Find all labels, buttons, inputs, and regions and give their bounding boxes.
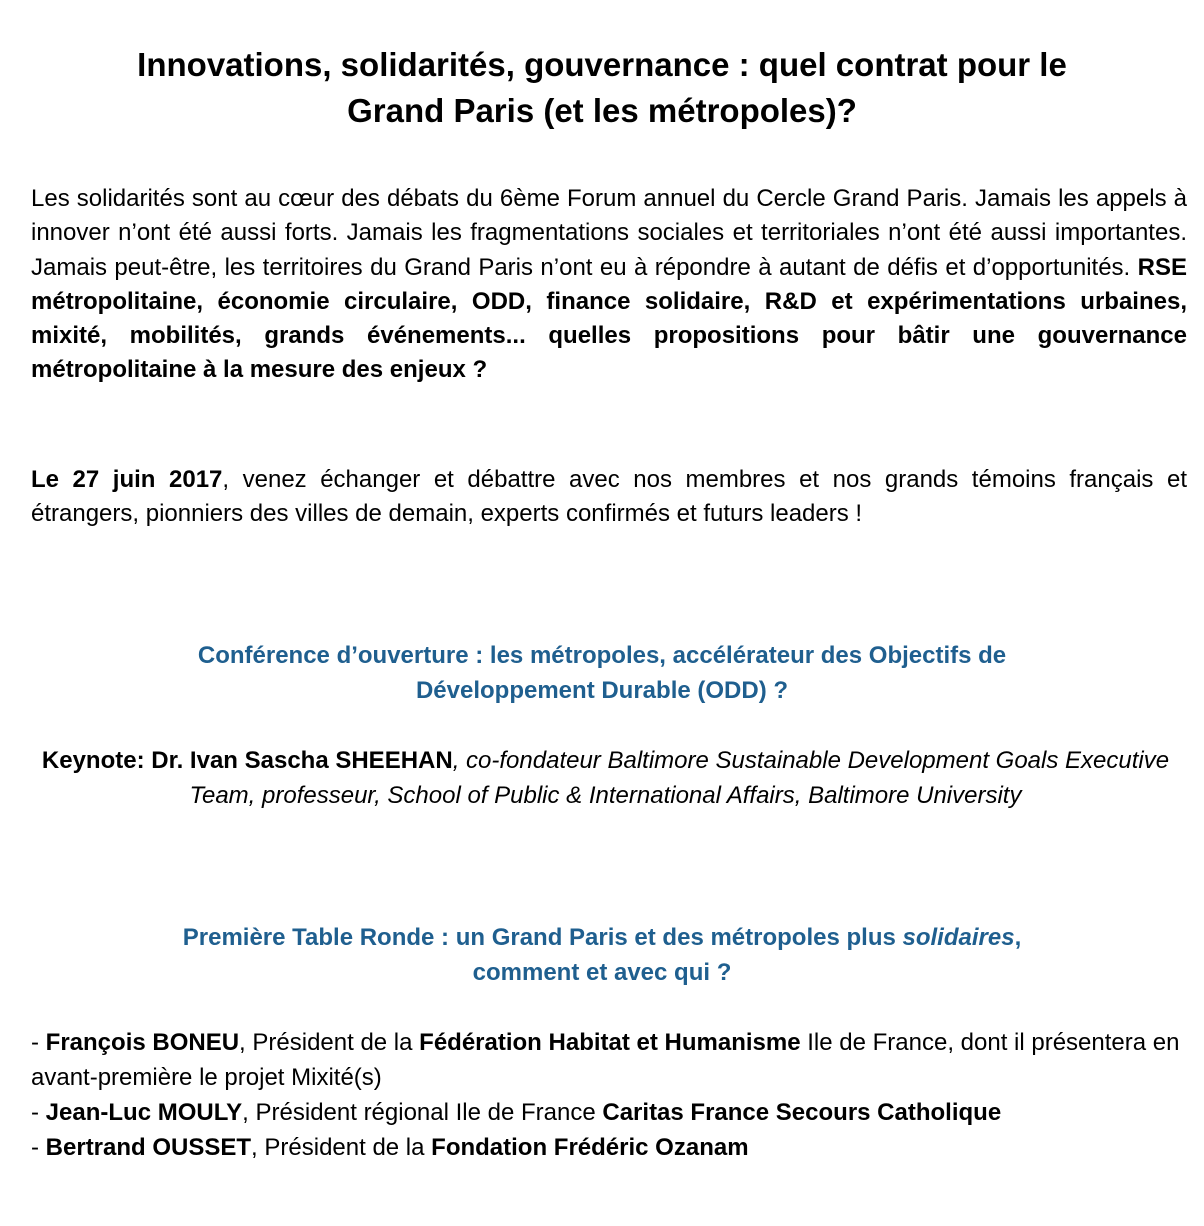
intro-text: Les solidarités sont au cœur des débats du 6ème Forum annuel du Cercle Grand Paris. Jamais les appels à innover n’ont été aussi forts. Jamais les fragmentations sociales et territoriales n’ont été aussi importantes. Jamais peut-être, les territoires du Grand Paris n’ont eu à répondre à autant de défis et d’opportunités. [31, 185, 1187, 281]
speaker-extra: Ile de France, dont il présentera en avant-première le projet Mixité(s) [31, 1029, 1180, 1091]
round-table-heading-italic: solidaires [902, 924, 1015, 951]
speaker-dash: - [31, 1134, 46, 1161]
speaker-organization: Fondation Frédéric Ozanam [431, 1134, 749, 1161]
round-table-heading [20, 920, 1184, 990]
document-title [20, 42, 1184, 134]
conference-heading-line-2: Développement Durable (ODD) ? [415, 677, 789, 704]
keynote-speaker: Keynote: Dr. Ivan Sascha SHEEHAN [41, 747, 453, 774]
round-table-heading-text: Première Table Ronde : un Grand Paris et des métropoles plus [182, 924, 903, 951]
keynote-paragraph [25, 743, 1186, 813]
speaker-list [31, 1025, 1191, 1165]
intro-paragraph [31, 182, 1187, 388]
round-table-heading-line-2: comment et avec qui ? [472, 959, 732, 986]
intro-bold-text: RSE métropolitaine, économie circulaire, ODD, finance solidaire, R&D et expérimentations urbaines, mixité, mobilités, grands événements... quelles propositions pour bâtir une gouvernance métropolitaine à la mesure des enjeux ? [31, 253, 1187, 384]
speaker-name: François BONEU [45, 1029, 240, 1056]
title-line-2: Grand Paris (et les métropoles)? [347, 92, 857, 129]
date-paragraph-text: , venez échanger et débattre avec nos membres et nos grands témoins français et étrangers, pionniers des villes de demain, experts confirmés et futurs leaders ! [31, 466, 1187, 528]
speaker-organization: Caritas France Secours Catholique [602, 1099, 1002, 1126]
speaker-item [31, 1025, 1191, 1095]
speaker-organization: Fédération Habitat et Humanisme [419, 1029, 801, 1056]
speaker-role: , Président de la [239, 1029, 420, 1056]
date-paragraph [31, 463, 1187, 532]
speaker-dash: - [31, 1099, 46, 1126]
speaker-dash: - [31, 1029, 46, 1056]
speaker-item [31, 1130, 1191, 1165]
title-line-1: Innovations, solidarités, gouvernance : quel contrat pour le [137, 46, 1067, 83]
conference-heading-line-1: Conférence d’ouverture : les métropoles, accélérateur des Objectifs de [197, 642, 1007, 669]
event-date: Le 27 juin 2017 [31, 466, 223, 493]
speaker-role: , Président de la [251, 1134, 432, 1161]
speaker-item [31, 1095, 1191, 1130]
round-table-heading-comma: , [1014, 924, 1022, 951]
speaker-name: Jean-Luc MOULY [45, 1099, 243, 1126]
conference-heading [20, 638, 1184, 708]
speaker-name: Bertrand OUSSET [45, 1134, 252, 1161]
keynote-description: , co-fondateur Baltimore Sustainable Development Goals Executive Team, professeur, School of Public & International Affairs, Baltimore University [189, 747, 1170, 809]
speaker-role: , Président régional Ile de France [242, 1099, 603, 1126]
